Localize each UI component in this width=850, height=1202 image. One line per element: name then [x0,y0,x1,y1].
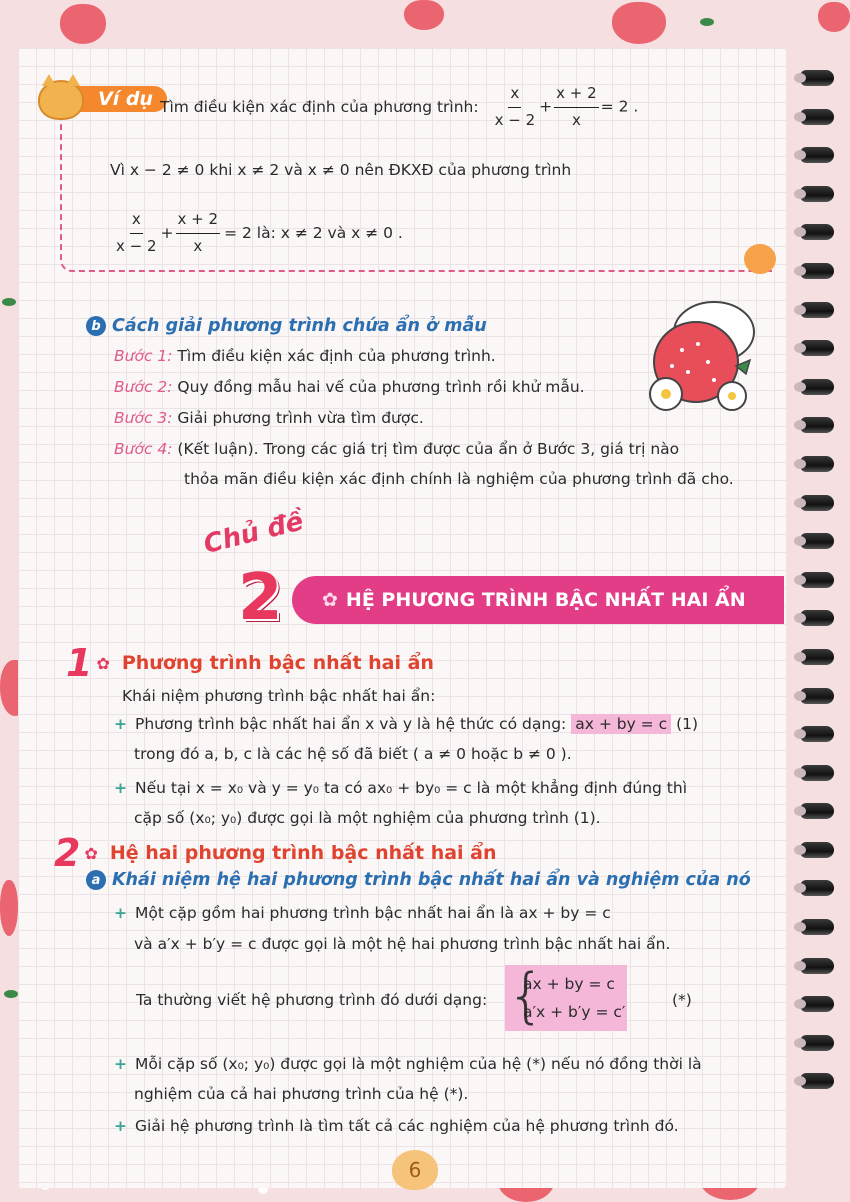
topic-number: 2 [238,561,283,635]
section-1-bullet-1-cont: trong đó a, b, c là các hệ số đã biết ( a ≠ 0 hoặc b ≠ 0 ). [134,745,572,763]
strawberry-decoration [60,4,106,44]
method-step-1: Bước 1: Tìm điều kiện xác định của phương trình. [114,347,496,365]
section-1-heading: 1 ✿ Phương trình bậc nhất hai ẩn [66,641,434,685]
topic-title: HỆ PHƯƠNG TRÌNH BẬC NHẤT HAI ẨN [345,589,746,611]
section-2-bullet-1-cont: và a′x + b′y = c được gọi là một hệ hai phương trình bậc nhất hai ẩn. [134,935,671,953]
example-line-2: Vì x − 2 ≠ 0 khi x ≠ 2 và x ≠ 0 nên ĐKXĐ của phương trình [110,161,572,179]
section-2-heading: 2 ✿ Hệ hai phương trình bậc nhất hai ẩn [54,831,497,875]
equation-system: { ax + by = c a′x + b′y = c′ [507,961,626,1031]
method-heading: b Cách giải phương trình chứa ẩn ở mẫu [86,316,487,336]
leaf-decoration [700,18,714,26]
section-1-bullet-1: + Phương trình bậc nhất hai ẩn x và y là hệ thức có dạng: ax + by = c (1) [114,715,699,733]
section-1-bullet-2-cont: cặp số (x₀; y₀) được gọi là một nghiệm của phương trình (1). [134,809,601,827]
leaf-decoration [2,298,16,306]
example-equation: $\frac{x}{x - 2}$ + $\frac{x + 2}{x}$ = 2 . [494,84,639,129]
method-step-3: Bước 3: Giải phương trình vừa tìm được. [114,409,424,427]
leaf-decoration [4,990,18,998]
section-1-bullet-2: + Nếu tại x = x₀ và y = y₀ ta có ax₀ + by₀ = c là một khẳng định đúng thì [114,779,688,797]
system-tag: (*) [672,991,692,1009]
section-1-intro: Khái niệm phương trình bậc nhất hai ẩn: [122,687,436,705]
topic-title-band [292,576,784,624]
system-form-text: Ta thường viết hệ phương trình đó dưới dạng: [136,991,488,1009]
paw-icon: ✿ [96,653,110,673]
method-step-4-continued: thỏa mãn điều kiện xác định chính là nghiệm của phương trình đã cho. [184,470,734,488]
strawberry-illustration [636,296,766,416]
section-2-bullet-2: + Mỗi cặp số (x₀; y₀) được gọi là một nghiệm của hệ (*) nếu nó đồng thời là [114,1055,702,1073]
example-prompt: Tìm điều kiện xác định của phương trình: $\frac{x}{x - 2}$ + $\frac{x + 2}{x}$ = 2 . [160,84,639,129]
strawberry-decoration [818,2,850,32]
section-2-bullet-3: + Giải hệ phương trình là tìm tất cả các nghiệm của hệ phương trình đó. [114,1117,679,1135]
page-number: 6 [392,1150,438,1190]
section-2-bullet-2-cont: nghiệm của cả hai phương trình của hệ (*). [134,1085,469,1103]
example-badge: Ví dụ [54,86,167,112]
strawberry-decoration [612,2,666,44]
section-2-bullet-1: + Một cặp gồm hai phương trình bậc nhất hai ẩn là ax + by = c [114,904,611,922]
cat-icon [38,80,84,120]
method-step-4: Bước 4: (Kết luận). Trong các giá trị tìm được của ẩn ở Bước 3, giá trị nào [114,440,680,458]
strawberry-decoration [404,0,444,30]
spiral-binding [800,70,846,1112]
paw-icon: ✿ [322,589,338,611]
paw-icon: ✿ [84,843,98,863]
paw-icon [744,244,776,274]
method-step-2: Bước 2: Quy đồng mẫu hai vế của phương trình rồi khử mẫu. [114,378,585,396]
strawberry-decoration [0,880,18,936]
example-line-3: $\frac{x}{x - 2}$ + $\frac{x + 2}{x}$ = 2 là: x ≠ 2 và x ≠ 0 . [116,210,403,255]
section-2a-heading: a Khái niệm hệ hai phương trình bậc nhất hai ẩn và nghiệm của nó [86,870,751,890]
topic-label: Chủ đề [200,506,307,560]
